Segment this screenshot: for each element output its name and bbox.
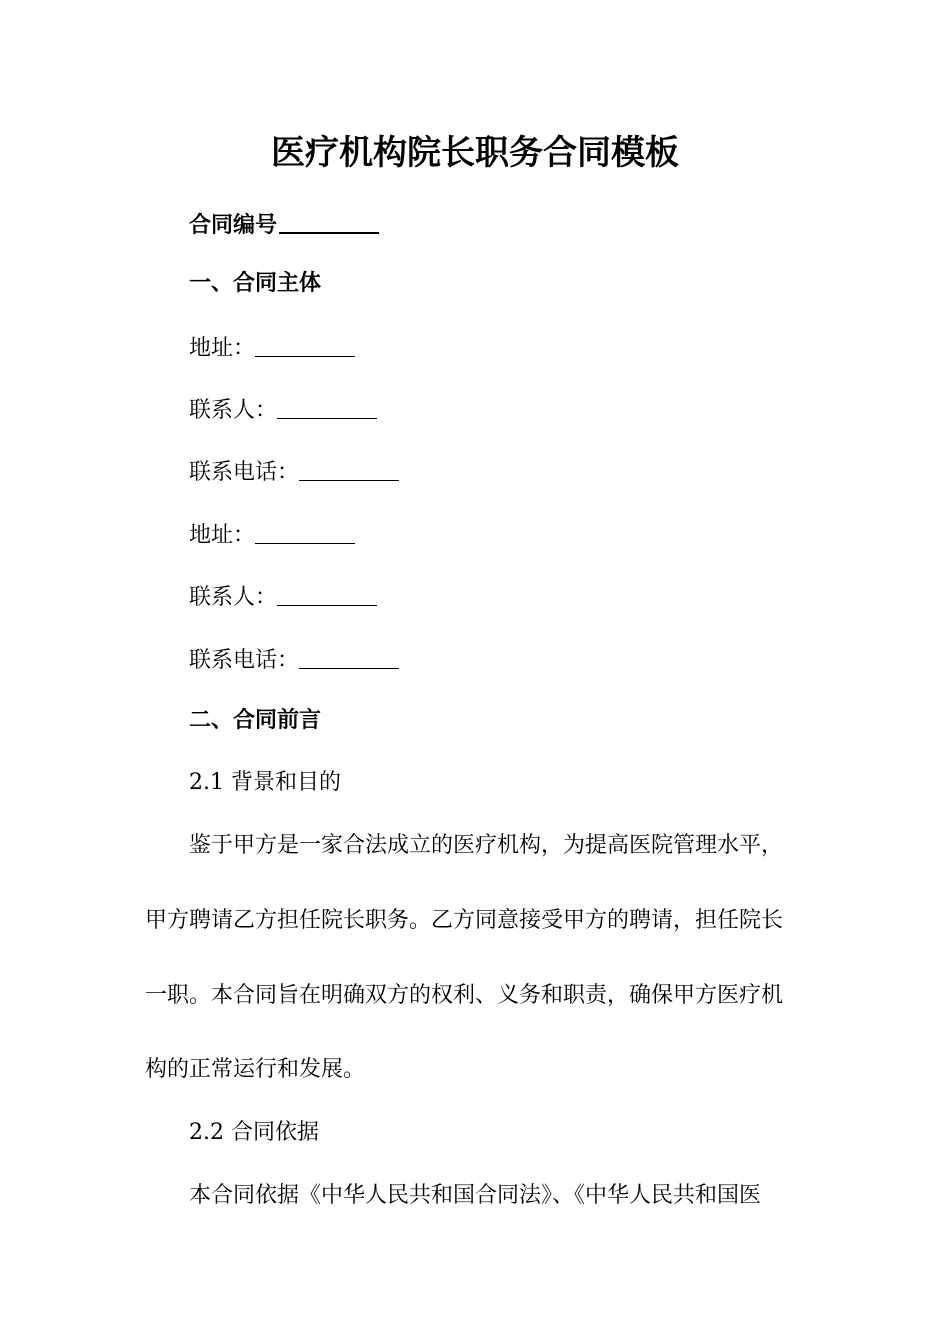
contract-number-blank[interactable] (279, 210, 379, 234)
paragraph-line: 鉴于甲方是一家合法成立的医疗机构，为提高医院管理水平， (189, 833, 784, 858)
paragraph-line: 甲方聘请乙方担任院长职务。乙方同意接受甲方的聘请，担任院长 (145, 908, 784, 933)
party-a-contact-label: 联系人： (189, 398, 278, 423)
party-a-contact-row (189, 396, 377, 424)
contract-number-row (189, 208, 379, 239)
document-title: 医疗机构院长职务合同模板 (271, 133, 679, 173)
paragraph-line: 一职。本合同旨在明确双方的权利、义务和职责，确保甲方医疗机 (145, 983, 784, 1008)
subsection-2-2-heading: 2.2 合同依据 (189, 1120, 319, 1145)
party-b-contact-blank[interactable] (277, 585, 377, 606)
party-a-phone-row (189, 458, 399, 486)
party-b-phone-row (189, 646, 399, 674)
contract-number-label: 合同编号 (189, 213, 278, 238)
party-b-address-label: 地址： (189, 523, 256, 548)
paragraph-line: 构的正常运行和发展。 (145, 1057, 366, 1082)
section-1-heading: 一、合同主体 (189, 271, 322, 296)
party-b-phone-label: 联系电话： (189, 648, 300, 673)
party-b-contact-label: 联系人： (189, 585, 278, 610)
party-a-phone-blank[interactable] (299, 460, 399, 481)
paragraph-line: 本合同依据《中华人民共和国合同法》、《中华人民共和国医 (189, 1183, 762, 1208)
party-a-address-label: 地址： (189, 336, 256, 361)
party-b-address-row (189, 521, 355, 549)
party-a-phone-label: 联系电话： (189, 460, 300, 485)
party-a-address-row (189, 334, 355, 362)
party-a-address-blank[interactable] (255, 336, 355, 357)
subsection-2-1-heading: 2.1 背景和目的 (189, 770, 341, 795)
section-2-heading: 二、合同前言 (189, 708, 322, 733)
party-a-contact-blank[interactable] (277, 398, 377, 419)
party-b-address-blank[interactable] (255, 523, 355, 544)
party-b-phone-blank[interactable] (299, 648, 399, 669)
party-b-contact-row (189, 583, 377, 611)
